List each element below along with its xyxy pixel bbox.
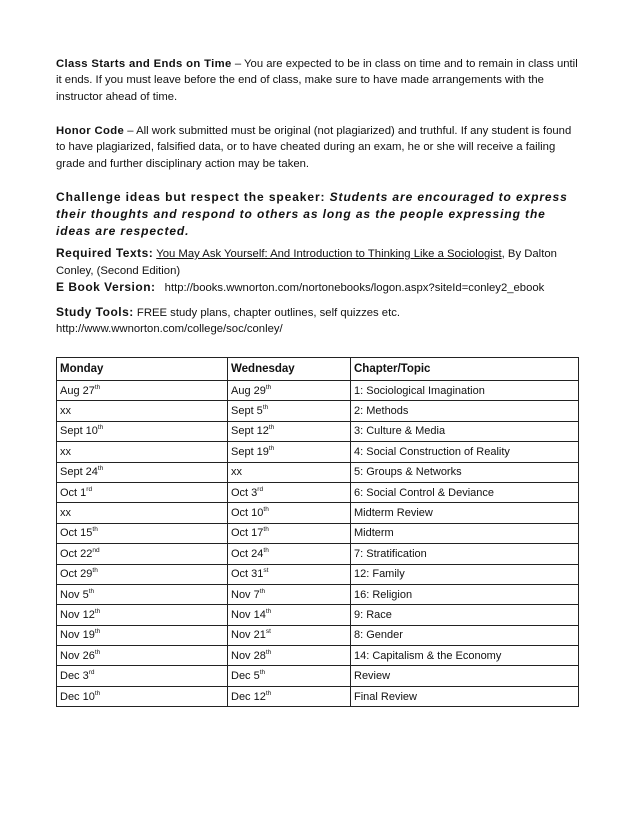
table-row <box>57 482 579 502</box>
monday-cell-text: xx <box>60 405 71 418</box>
topic-cell <box>351 523 579 543</box>
ordinal-suffix: th <box>94 689 101 697</box>
monday-cell <box>57 482 228 502</box>
ordinal-suffix: th <box>259 669 266 677</box>
topic-cell-text: 14: Capitalism & the Economy <box>354 649 502 662</box>
table-row <box>57 625 579 645</box>
required-texts-rest: , By Dalton Conley, (Second Edition) <box>56 248 557 277</box>
wednesday-cell <box>228 442 351 462</box>
table-row <box>57 523 579 543</box>
wednesday-cell-text: Nov 7 <box>231 588 260 601</box>
monday-cell-text: Oct 1 <box>60 486 87 499</box>
ordinal-suffix: th <box>263 526 269 534</box>
study-tools-url[interactable]: http://www.wwnorton.com/college/soc/conley/ <box>56 323 283 336</box>
ordinal-suffix: th <box>88 587 95 595</box>
topic-cell <box>351 421 579 441</box>
header-chapter-topic: Chapter/Topic <box>351 358 579 381</box>
monday-cell <box>57 666 228 686</box>
topic-cell-text: 5: Groups & Networks <box>354 466 462 479</box>
wednesday-cell <box>228 381 351 401</box>
class-times-paragraph <box>56 56 578 105</box>
topic-cell-text: Midterm <box>354 527 394 540</box>
monday-cell-text: Nov 12 <box>60 608 95 621</box>
topic-cell-text: Review <box>354 670 391 683</box>
ordinal-suffix: th <box>97 424 104 432</box>
monday-cell-text: Sept 24 <box>60 466 98 479</box>
table-row <box>57 605 579 625</box>
topic-cell <box>351 544 579 564</box>
monday-cell <box>57 503 228 523</box>
monday-cell-text: xx <box>60 507 71 520</box>
wednesday-cell <box>228 421 351 441</box>
ebook-paragraph <box>56 279 578 297</box>
wednesday-cell <box>228 625 351 645</box>
table-row <box>57 401 579 421</box>
study-tools-paragraph <box>56 304 578 338</box>
table-row <box>57 462 579 482</box>
honor-code-paragraph <box>56 123 578 172</box>
ordinal-suffix: th <box>265 383 272 391</box>
required-texts-paragraph <box>56 245 578 280</box>
wednesday-cell <box>228 401 351 421</box>
monday-cell-text: Oct 29 <box>60 568 93 581</box>
honor-code-label: Honor Code <box>56 125 125 137</box>
monday-cell-text: Nov 5 <box>60 588 89 601</box>
table-row <box>57 503 579 523</box>
ordinal-suffix: th <box>265 648 272 656</box>
monday-cell-text: xx <box>60 445 71 458</box>
study-tools-text: FREE study plans, chapter outlines, self quizzes etc. <box>133 307 401 319</box>
wednesday-cell-text: Oct 24 <box>231 547 264 560</box>
topic-cell-text: 6: Social Control & Deviance <box>354 486 495 499</box>
topic-cell <box>351 381 579 401</box>
schedule-body <box>57 381 579 707</box>
ordinal-suffix: st <box>263 567 269 575</box>
wednesday-cell <box>228 666 351 686</box>
monday-cell-text: Sept 10 <box>60 425 98 438</box>
ordinal-suffix: rd <box>257 485 264 493</box>
wednesday-cell-text: Sept 5 <box>231 405 263 418</box>
topic-cell-text: 16: Religion <box>354 588 413 601</box>
challenge-text: Students are encouraged to express their thoughts and respond to others as long as the people expressing the ideas are respected. <box>56 190 568 239</box>
honor-code-text: – All work submitted must be original (not plagiarized) and truthful. If any student is found to have plagiarized, falsified data, or to have cheated during an exam, he or she will receive a failing grade and further disciplinary action may be taken. <box>56 125 572 170</box>
monday-cell <box>57 646 228 666</box>
class-times-label: Class Starts and Ends on Time <box>56 58 232 70</box>
topic-cell-text: 7: Stratification <box>354 547 427 560</box>
wednesday-cell <box>228 686 351 706</box>
wednesday-cell-text: Aug 29 <box>231 384 266 397</box>
ordinal-suffix: th <box>263 546 269 554</box>
table-row <box>57 686 579 706</box>
topic-cell-text: 3: Culture & Media <box>354 425 446 438</box>
topic-cell-text: Final Review <box>354 690 417 703</box>
ordinal-suffix: th <box>94 648 101 656</box>
wednesday-cell <box>228 605 351 625</box>
ordinal-suffix: th <box>263 506 269 514</box>
wednesday-cell-text: Nov 21 <box>231 629 266 642</box>
wednesday-cell-text: Nov 14 <box>231 608 266 621</box>
topic-cell <box>351 442 579 462</box>
wednesday-cell-text: Dec 5 <box>231 670 260 683</box>
table-row <box>57 381 579 401</box>
ordinal-suffix: nd <box>92 546 100 554</box>
wednesday-cell <box>228 584 351 604</box>
monday-cell <box>57 686 228 706</box>
monday-cell <box>57 523 228 543</box>
monday-cell <box>57 605 228 625</box>
ordinal-suffix: th <box>97 465 104 473</box>
schedule-table <box>56 357 579 707</box>
table-row <box>57 442 579 462</box>
topic-cell-text: 2: Methods <box>354 405 409 418</box>
topic-cell-text: Midterm Review <box>354 507 433 520</box>
study-tools-label: Study Tools: <box>56 305 134 319</box>
ordinal-suffix: th <box>262 404 269 412</box>
wednesday-cell <box>228 482 351 502</box>
topic-cell-text: 4: Social Construction of Reality <box>354 445 510 458</box>
ebook-label: E Book Version: <box>56 280 156 294</box>
monday-cell-text: Oct 15 <box>60 527 93 540</box>
monday-cell <box>57 401 228 421</box>
required-texts-label: Required Texts: <box>56 246 154 260</box>
monday-cell-text: Dec 3 <box>60 670 89 683</box>
table-row <box>57 666 579 686</box>
wednesday-cell <box>228 646 351 666</box>
monday-cell <box>57 564 228 584</box>
header-monday: Monday <box>57 358 228 381</box>
topic-cell <box>351 401 579 421</box>
ordinal-suffix: th <box>92 567 98 575</box>
wednesday-cell <box>228 523 351 543</box>
ordinal-suffix: th <box>259 587 266 595</box>
ordinal-suffix: th <box>94 607 101 615</box>
monday-cell <box>57 442 228 462</box>
ordinal-suffix: th <box>268 424 275 432</box>
topic-cell-text: 9: Race <box>354 608 392 621</box>
monday-cell <box>57 462 228 482</box>
ordinal-suffix: th <box>92 526 98 534</box>
ordinal-suffix: th <box>265 689 272 697</box>
monday-cell <box>57 544 228 564</box>
table-row <box>57 544 579 564</box>
wednesday-cell-text: Oct 10 <box>231 507 264 520</box>
topic-cell <box>351 482 579 502</box>
table-row <box>57 421 579 441</box>
topic-cell <box>351 605 579 625</box>
wednesday-cell <box>228 462 351 482</box>
topic-cell <box>351 462 579 482</box>
ordinal-suffix: rd <box>88 669 95 677</box>
ordinal-suffix: th <box>94 628 101 636</box>
topic-cell <box>351 646 579 666</box>
wednesday-cell-text: Dec 12 <box>231 690 266 703</box>
monday-cell-text: Dec 10 <box>60 690 95 703</box>
monday-cell-text: Oct 22 <box>60 547 93 560</box>
monday-cell <box>57 381 228 401</box>
topic-cell <box>351 625 579 645</box>
wednesday-cell <box>228 503 351 523</box>
topic-cell-text: 12: Family <box>354 568 405 581</box>
monday-cell <box>57 421 228 441</box>
topic-cell <box>351 564 579 584</box>
ordinal-suffix: st <box>265 628 271 636</box>
topic-cell <box>351 584 579 604</box>
monday-cell <box>57 584 228 604</box>
ordinal-suffix: th <box>265 607 272 615</box>
topic-cell-text: 8: Gender <box>354 629 403 642</box>
ordinal-suffix: th <box>94 383 101 391</box>
wednesday-cell-text: Nov 28 <box>231 649 266 662</box>
wednesday-cell-text: Oct 31 <box>231 568 264 581</box>
required-book-title: You May Ask Yourself: And Introduction to Thinking Like a Sociologist <box>156 248 502 260</box>
topic-cell-text: 1: Sociological Imagination <box>354 384 485 397</box>
monday-cell <box>57 625 228 645</box>
table-header-row <box>57 358 579 381</box>
wednesday-cell-text: Oct 3 <box>231 486 258 499</box>
ebook-url[interactable]: http://books.wwnorton.com/nortonebooks/logon.aspx?siteId=conley2_ebook <box>164 282 545 294</box>
wednesday-cell-text: Oct 17 <box>231 527 264 540</box>
class-times-text: – You are expected to be in class on time and to remain in class until it ends. If you must leave before the end of class, make sure to have made arrangements with the instructor ahead of time. <box>56 58 578 103</box>
monday-cell-text: Aug 27 <box>60 384 95 397</box>
header-wednesday: Wednesday <box>228 358 351 381</box>
wednesday-cell <box>228 564 351 584</box>
challenge-label: Challenge ideas but respect the speaker: <box>56 190 330 204</box>
topic-cell <box>351 666 579 686</box>
wednesday-cell-text: Sept 19 <box>231 445 269 458</box>
topic-cell <box>351 686 579 706</box>
monday-cell-text: Nov 19 <box>60 629 95 642</box>
table-row <box>57 564 579 584</box>
wednesday-cell <box>228 544 351 564</box>
table-row <box>57 584 579 604</box>
wednesday-cell-text: xx <box>231 466 242 479</box>
ordinal-suffix: rd <box>86 485 93 493</box>
ordinal-suffix: th <box>268 444 275 452</box>
table-row <box>57 646 579 666</box>
monday-cell-text: Nov 26 <box>60 649 95 662</box>
topic-cell <box>351 503 579 523</box>
challenge-paragraph <box>56 189 578 241</box>
wednesday-cell-text: Sept 12 <box>231 425 269 438</box>
